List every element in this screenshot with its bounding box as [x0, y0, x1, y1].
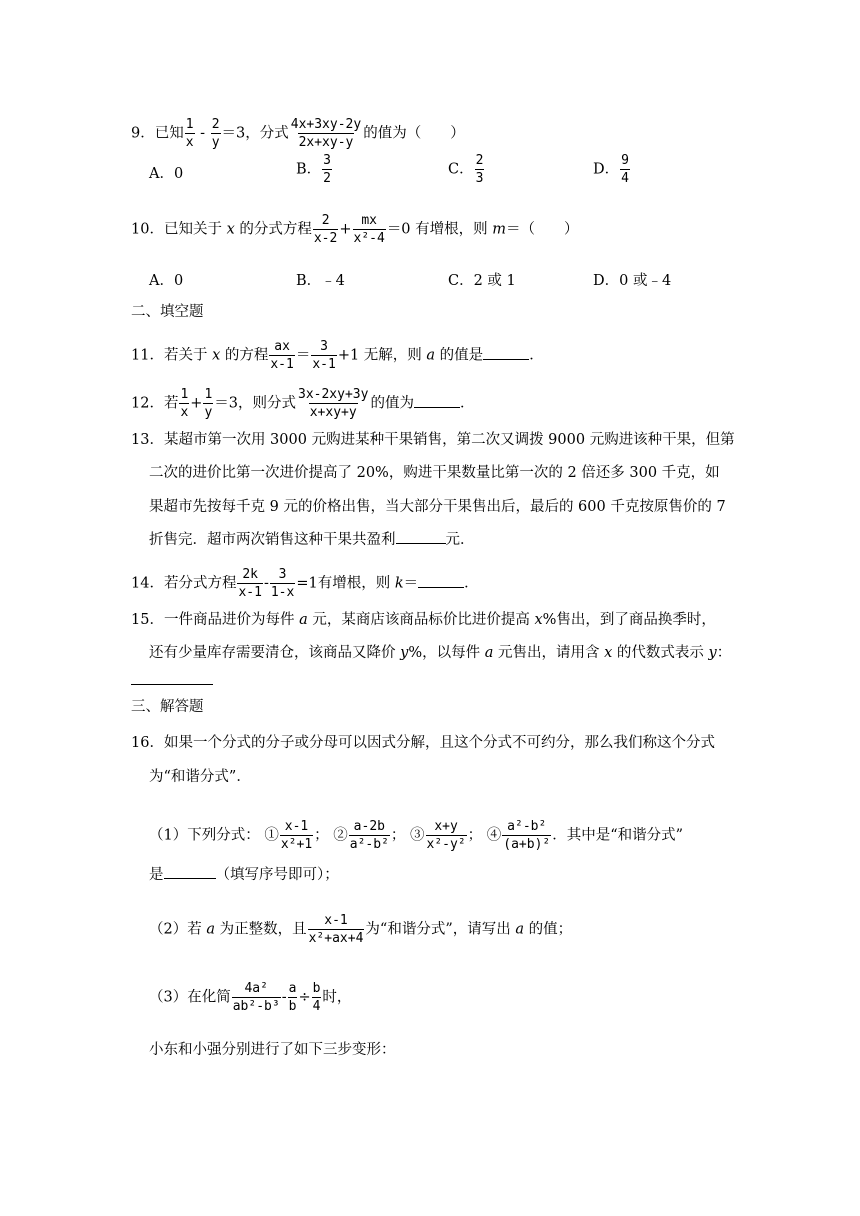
question-12: 12．若 $\frac{1}{x}$ + $\frac{1}{y}$ ＝3，则分式 $\frac{3x-2xy+3y}{x+xy+y}$ 的值为 ．: [131, 387, 475, 420]
section-heading-fill-blank: 二、填空题: [131, 304, 204, 320]
question-16-last-line: 小东和小强分别进行了如下三步变形：: [149, 1042, 396, 1058]
question-16-part-1-answer: 是 （填写序号即可）；: [149, 867, 339, 883]
question-14: 14．若分式方程 $\frac{2k}{x-1}$ - $\frac{3}{1-x}$ =1有增根，则 k＝ ．: [131, 567, 479, 600]
question-15-line-2: 还有少量库存需要清仓，该商品又降价 y%，以每件 a 元售出，请用含 x 的代数式表示 y：: [149, 645, 732, 661]
fraction: $\frac{mx}{\text{x²-4}}$: [353, 213, 385, 246]
question-13-line-1: 13．某超市第一次用 3000 元购进某种干果销售，第二次又调拨 9000 元购进该种干果，但第: [131, 432, 735, 448]
section-heading-solutions: 三、解答题: [131, 699, 204, 715]
question-10: 10．已知关于 x 的分式方程 $\frac{2}{x-2}$ + $\frac{mx}{\text{x²-4}}$ ＝0 有增根，则 m＝（ ）: [131, 213, 579, 246]
answer-blank[interactable]: [414, 407, 460, 408]
answer-blank[interactable]: [164, 878, 216, 879]
q9-option-b: B． $\frac{3}{2}$: [296, 153, 331, 186]
answer-blank[interactable]: [483, 359, 529, 360]
question-13-line-4: 折售完．超市两次销售这种干果共盈利 元．: [149, 532, 475, 548]
question-9: 9．已知 $\frac{1}{x}$ - $\frac{2}{y}$ ＝3，分式 $\frac{4x+3xy-2y}{2x+xy-y}$ 的值为（ ）: [131, 117, 465, 150]
question-13-line-2: 二次的进价比第一次进价提高了 20%，购进干果数量比第一次的 2 倍还多 300 千克，如: [149, 465, 720, 481]
answer-blank[interactable]: [396, 543, 446, 544]
fraction: $\frac{2}{x-2}$: [313, 213, 338, 246]
q10-option-a: A．0: [149, 273, 184, 289]
question-16-part-2: （2）若 a 为正整数，且 $\frac{x-1}{\text{x²+ax+4}}$ 为“和谐分式”，请写出 a 的值；: [149, 913, 573, 946]
question-16-part-3: （3）在化简 $\frac{\text{4a²}}{\text{ab²-b³}}$ - $\frac{a}{b}$ ÷ $\frac{b}{4}$ 时，: [149, 981, 352, 1014]
q9-option-d: D． $\frac{9}{4}$: [593, 153, 629, 186]
answer-blank[interactable]: [418, 587, 464, 588]
question-13-line-3: 果超市先按每千克 9 元的价格出售，当大部分干果售出后，最后的 600 千克按原售价的 7: [149, 499, 726, 515]
answer-blank[interactable]: [131, 684, 213, 685]
fraction: $\frac{4x+3xy-2y}{2x+xy-y}$: [290, 117, 362, 150]
question-16-part-1: （1）下列分式： ① $\frac{x-1}{\text{x²+1}}$ ； ② $\frac{a-2b}{\text{a²-b²}}$ ； ③ $\frac{x+y}{\text{x²-y²}}$ ； ④ $\frac{\text{a²-b²}}{\text{(a+b)²}}$ ．其中是“和谐分式”: [149, 819, 684, 852]
fraction: $\frac{2}{y}$: [211, 117, 220, 150]
question-15-line-1: 15．一件商品进价为每件 a 元，某商店该商品标价比进价提高 x%售出，到了商品换季时，: [131, 612, 716, 628]
fraction: $\frac{1}{x}$: [185, 117, 194, 150]
q9-option-c: C． $\frac{2}{3}$: [448, 153, 484, 186]
q10-option-d: D．0 或﹣4: [593, 273, 672, 289]
question-16-line-1: 16．如果一个分式的分子或分母可以因式分解，且这个分式不可约分，那么我们称这个分式: [131, 735, 715, 751]
q9-option-a: A．0: [149, 166, 184, 182]
q10-option-b: B．﹣4: [296, 273, 345, 289]
question-16-line-2: 为“和谐分式”．: [149, 769, 251, 785]
question-11: 11．若关于 x 的方程 $\frac{ax}{x-1}$ ＝ $\frac{3}{x-1}$ +1 无解，则 a 的值是 ．: [131, 339, 544, 372]
q10-option-c: C．2 或 1: [448, 273, 516, 289]
